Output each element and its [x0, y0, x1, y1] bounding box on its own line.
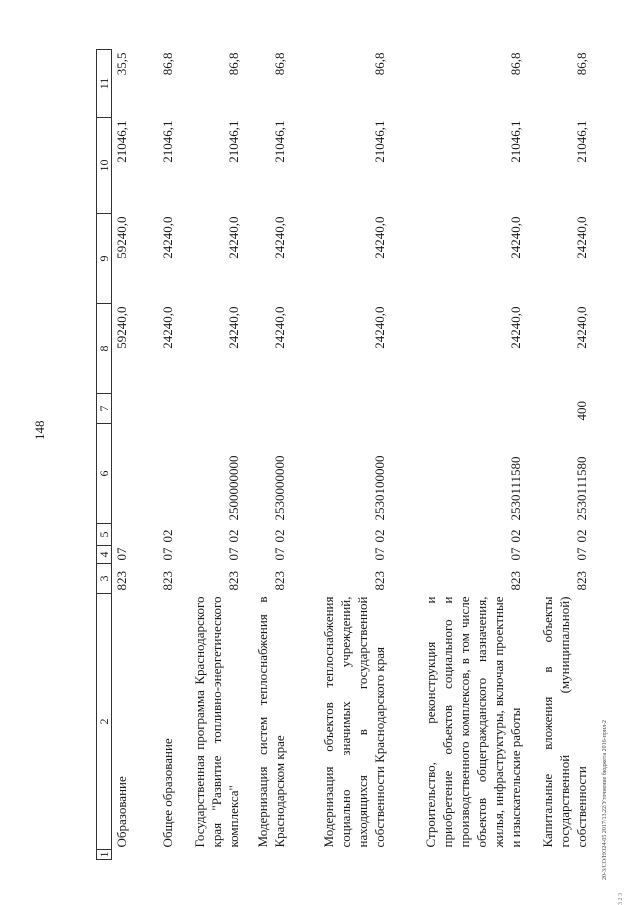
cell-section: 07 — [574, 547, 589, 561]
cell-value-11: 86,8 — [272, 52, 287, 76]
cell-target-article: 2530111580 — [508, 456, 523, 521]
col-header-4: 4 — [97, 546, 112, 564]
cell-ministry: 823 — [226, 571, 241, 591]
col-header-10: 10 — [97, 118, 112, 214]
table-row — [179, 50, 245, 860]
cell-section: 07 — [508, 547, 523, 561]
cell-subsection: 02 — [160, 529, 175, 543]
cell-subsection: 02 — [372, 529, 387, 543]
cell-name: Строительство, реконструкция и приобретение объектов социального и производственного комплексов, в том числе объектов общегражданского назначения, жилья, инфраструктуры, включая проектные и изыскательские работы — [423, 596, 523, 848]
col-header-3: 3 — [97, 564, 112, 594]
cell-target-article: 2530100000 — [372, 455, 387, 521]
cell-ministry: 823 — [372, 571, 387, 591]
cell-c1 — [112, 850, 134, 860]
cell-value-11: 86,8 — [372, 52, 387, 76]
cell-c1 — [391, 850, 527, 860]
column-number-row — [97, 50, 112, 860]
cell-name: Модернизация объектов теплоснабжения социально значимых учреждений, находящихся в государственной собственности Краснодарского края — [321, 596, 387, 848]
cell-ministry: 823 — [272, 571, 287, 591]
cell-name: Общее образование — [160, 738, 175, 848]
table-row — [291, 50, 391, 860]
col-header-8: 8 — [97, 304, 112, 394]
cell-c1 — [245, 850, 291, 860]
cell-value-11: 86,8 — [160, 52, 175, 76]
table-row — [112, 50, 134, 860]
col-header-5: 5 — [97, 524, 112, 546]
cell-value-8: 59240,0 — [114, 306, 129, 349]
cell-target-article: 2500000000 — [226, 455, 241, 521]
cell-name: Государственная программа Краснодарского края "Развитие топливно-энергетического комплекса" — [192, 596, 241, 848]
cell-value-8: 24240,0 — [574, 306, 589, 349]
cell-value-10: 21046,1 — [114, 120, 129, 163]
col-header-6: 6 — [97, 424, 112, 524]
col-header-2: 2 — [97, 594, 112, 850]
cell-expense-type — [291, 394, 391, 424]
cell-target-article — [112, 424, 134, 524]
cell-name: Капитальные вложения в объекты государственной (муниципальной) собственности — [540, 596, 589, 848]
cell-value-9: 59240,0 — [114, 216, 129, 259]
col-header-9: 9 — [97, 214, 112, 304]
cell-value-10: 21046,1 — [160, 120, 175, 163]
cell-ministry: 823 — [160, 571, 175, 591]
cell-section: 07 — [272, 547, 287, 561]
col-header-11: 11 — [97, 50, 112, 118]
cell-target-article: 2530000000 — [272, 455, 287, 521]
cell-ministry: 823 — [574, 571, 589, 591]
cell-value-8: 24240,0 — [508, 306, 523, 349]
table-row — [245, 50, 291, 860]
cell-subsection: 02 — [508, 529, 523, 543]
cell-c1 — [133, 850, 179, 860]
cell-value-10: 21046,1 — [272, 120, 287, 163]
cell-value-9: 24240,0 — [372, 216, 387, 259]
table-row — [527, 50, 593, 860]
cell-c1 — [291, 850, 391, 860]
cell-value-9: 24240,0 — [574, 216, 589, 259]
cell-value-8: 24240,0 — [372, 306, 387, 349]
cell-expense-type — [112, 394, 134, 424]
cell-name: Модернизация систем теплоснабжения в Краснодарском крае — [255, 596, 287, 848]
cell-expense-type — [245, 394, 291, 424]
cell-expense-type — [133, 394, 179, 424]
cell-value-8: 24240,0 — [226, 306, 241, 349]
cell-value-10: 21046,1 — [226, 120, 241, 163]
cell-section: 07 — [372, 547, 387, 561]
budget-table — [96, 49, 593, 860]
cell-target-article: 2530111580 — [574, 456, 589, 521]
footer-document-code: 20-3/СО/НО24-05 2017/13.22/Уточнение бюджета 2016-прил-2 — [602, 719, 608, 880]
cell-value-9: 24240,0 — [226, 216, 241, 259]
cell-subsection: 02 — [226, 529, 241, 543]
cell-value-8: 24240,0 — [160, 306, 175, 349]
cell-c1 — [527, 850, 593, 860]
cell-value-9: 24240,0 — [508, 216, 523, 259]
budget-table-container — [96, 50, 589, 860]
cell-value-11: 86,8 — [574, 52, 589, 76]
cell-c1 — [179, 850, 245, 860]
table-row — [133, 50, 179, 860]
table-row — [391, 50, 527, 860]
cell-section: 07 — [160, 547, 175, 561]
cell-value-10: 21046,1 — [508, 120, 523, 163]
cell-expense-type — [391, 394, 527, 424]
cell-value-10: 21046,1 — [372, 120, 387, 163]
cell-value-11: 86,8 — [226, 52, 241, 76]
cell-subsection: 02 — [574, 529, 589, 543]
cell-subsection: 02 — [272, 529, 287, 543]
cell-ministry: 823 — [508, 571, 523, 591]
cell-expense-type: 400 — [574, 401, 589, 421]
cell-value-10: 21046,1 — [574, 120, 589, 163]
cell-value-9: 24240,0 — [272, 216, 287, 259]
cell-value-8: 24240,0 — [272, 306, 287, 349]
page-number: 148 — [32, 420, 47, 440]
cell-value-9: 24240,0 — [160, 216, 175, 259]
cell-section: 07 — [114, 547, 129, 561]
col-header-1: 1 — [97, 851, 111, 858]
cell-ministry: 823 — [114, 571, 129, 591]
cell-target-article — [133, 424, 179, 524]
cell-expense-type — [179, 394, 245, 424]
col-header-7: 7 — [97, 394, 112, 424]
cell-value-11: 35,5 — [114, 52, 129, 76]
cell-section: 07 — [226, 547, 241, 561]
corner-mark: 3 2 3 — [618, 893, 624, 905]
cell-value-11: 86,8 — [508, 52, 523, 76]
cell-subsection — [112, 524, 134, 546]
cell-name: Образование — [114, 776, 129, 848]
